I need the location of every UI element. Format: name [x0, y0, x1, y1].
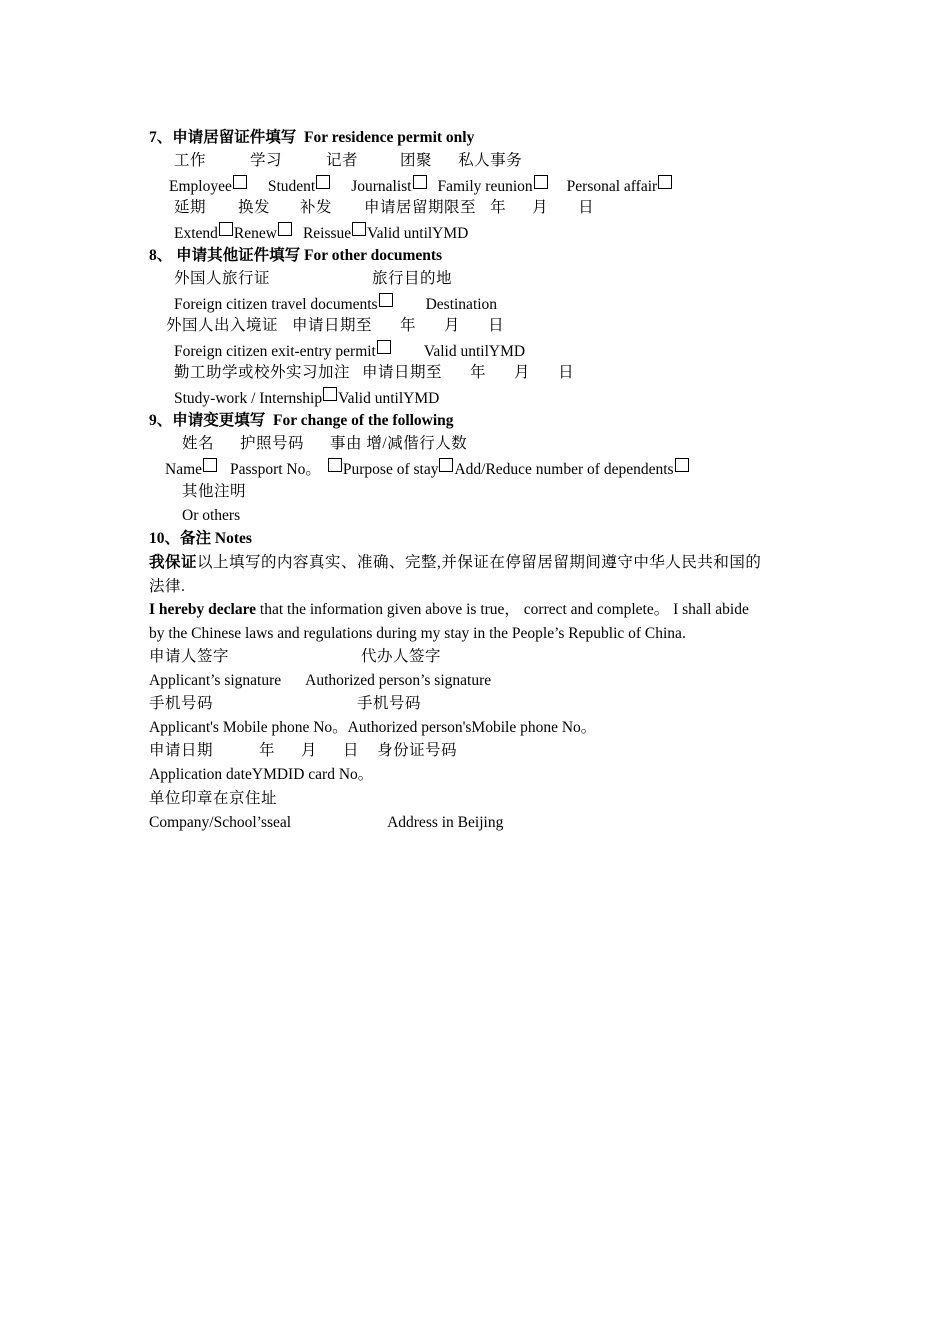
- section-7-types-en: Employee Student Journalist Family reunion Personal affair: [169, 175, 673, 197]
- travel-doc-checkbox[interactable]: [379, 293, 393, 307]
- section-7-actions-zh: 延期 换发 补发 申请居留期限至 年 月 日: [174, 199, 595, 216]
- passport-change-checkbox[interactable]: [328, 458, 342, 472]
- section-7-actions-en: Extend Renew Reissue Valid untilYMD: [174, 222, 468, 244]
- exit-entry-en: Foreign citizen exit-entry permit Valid untilYMD: [174, 340, 525, 362]
- study-work-checkbox[interactable]: [323, 387, 337, 401]
- name-change-checkbox[interactable]: [203, 458, 217, 472]
- declaration-zh: 我保证以上填写的内容真实、准确、完整,并保证在停留居留期间遵守中华人民共和国的 法律.: [149, 554, 762, 595]
- reissue-checkbox[interactable]: [352, 222, 366, 236]
- section-7-types-zh: 工作 学习 记者 团聚 私人事务: [174, 152, 523, 169]
- purpose-change-checkbox[interactable]: [439, 458, 453, 472]
- travel-doc-en: Foreign citizen travel documents Destination: [174, 293, 497, 315]
- study-work-zh: 勤工助学或校外实习加注 申请日期至 年 月 日: [174, 364, 575, 381]
- study-work-en: Study-work / Internship Valid untilYMD: [174, 387, 439, 409]
- seal-zh: 单位印章在京住址: [149, 790, 278, 807]
- section-8-heading: 8、 申请其他证件填写 For other documents: [149, 247, 443, 264]
- mobile-en: Applicant's Mobile phone No。Authorized person'sMobile phone No。: [149, 719, 597, 736]
- change-items-en: Name Passport No。 Purpose of stay Add/Reduce number of dependents: [165, 458, 690, 480]
- section-9-heading: 9、申请变更填写 For change of the following: [149, 412, 454, 429]
- date-en: Application dateYMDID card No。: [149, 766, 374, 783]
- renew-checkbox[interactable]: [278, 222, 292, 236]
- others-zh: 其他注明: [182, 483, 247, 500]
- dependents-change-checkbox[interactable]: [675, 458, 689, 472]
- journalist-checkbox[interactable]: [413, 175, 427, 189]
- section-7-heading: 7、申请居留证件填写 For residence permit only: [149, 129, 475, 146]
- student-checkbox[interactable]: [316, 175, 330, 189]
- seal-en: Company/School’sseal Address in Beijing: [149, 814, 504, 831]
- personal-affair-checkbox[interactable]: [658, 175, 672, 189]
- family-reunion-checkbox[interactable]: [534, 175, 548, 189]
- date-zh: 申请日期 年 月 日 身份证号码: [149, 742, 458, 759]
- travel-doc-zh: 外国人旅行证 旅行目的地: [174, 270, 453, 287]
- declaration-en: I hereby declare that the information given above is true， correct and complete。 I shall abide by the Chinese laws and regulations during my stay in the People’s Republic of China.: [149, 601, 749, 642]
- section-10-heading: 10、备注 Notes: [149, 530, 252, 547]
- others-en: Or others: [182, 507, 241, 524]
- exit-entry-checkbox[interactable]: [377, 340, 391, 354]
- employee-checkbox[interactable]: [233, 175, 247, 189]
- mobile-zh: 手机号码 手机号码: [149, 695, 422, 712]
- exit-entry-zh: 外国人出入境证 申请日期至 年 月 日: [166, 317, 505, 334]
- extend-checkbox[interactable]: [219, 222, 233, 236]
- signature-en: Applicant’s signature Authorized person’s signature: [149, 672, 492, 689]
- change-items-zh: 姓名 护照号码 事由 增/减偕行人数: [182, 435, 468, 452]
- signature-zh: 申请人签字 代办人签字: [149, 648, 442, 665]
